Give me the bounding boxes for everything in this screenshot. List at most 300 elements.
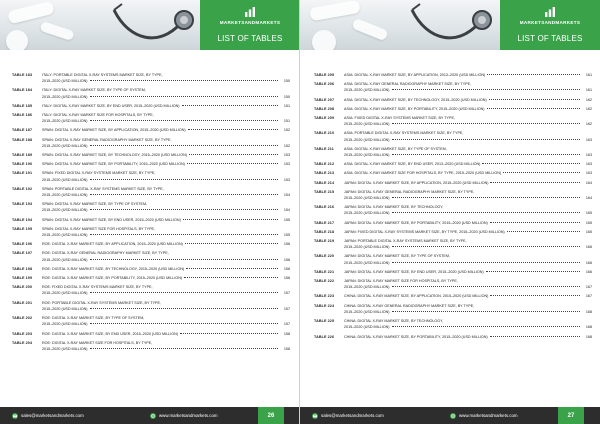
description-line — [42, 103, 290, 109]
list-item[interactable] — [314, 253, 592, 265]
table-description — [344, 278, 592, 290]
footer-website[interactable] — [150, 407, 218, 424]
description-line — [42, 161, 290, 167]
list-item[interactable] — [12, 161, 290, 167]
table-description — [42, 186, 290, 198]
page-ref: 161 — [585, 73, 592, 77]
list-item[interactable] — [12, 170, 290, 182]
description-text: 2015–2020 (USD MILLION) — [344, 122, 390, 127]
table-description — [42, 112, 290, 124]
footer — [0, 407, 300, 424]
description-line — [344, 170, 592, 176]
description-text: JAPAN: DIGITAL X-RAY MARKET SIZE, BY TECHNOLOGY, — [344, 205, 444, 210]
description-text: ROE: DIGITAL X-RAY MARKET SIZE, BY TECHNOLOGY, 2015–2020 (USD MILLION) — [42, 266, 185, 271]
list-item[interactable] — [12, 226, 290, 238]
table-number: TABLE 200 — [12, 285, 33, 290]
table-number: TABLE 210 — [314, 131, 335, 136]
list-item[interactable] — [12, 275, 290, 281]
description-line — [42, 207, 290, 213]
list-item[interactable] — [12, 300, 290, 312]
logo-text: MARKETSANDMARKETS — [519, 20, 581, 25]
description-text: 2015–2020 (USD MILLION) — [42, 306, 88, 311]
page-ref: 163 — [585, 153, 592, 158]
table-number: TABLE 216 — [314, 205, 335, 210]
table-number: TABLE 213 — [314, 171, 335, 176]
description-text: ITALY: DIGITAL X-RAY MARKET SIZE, BY END USER, 2015–2020 (USD MILLION) — [42, 103, 180, 108]
description-line — [344, 309, 592, 315]
dot-leader — [90, 145, 278, 146]
table-description — [344, 189, 592, 201]
table-number: TABLE 196 — [12, 242, 33, 247]
description-line — [42, 118, 290, 124]
description-text: ROE: DIGITAL X-RAY MARKET SIZE, BY APPLICATION, 2015–2020 (USD MILLION) — [42, 242, 183, 247]
list-item[interactable] — [314, 81, 592, 93]
dot-leader — [490, 295, 580, 296]
page-ref: 155 — [283, 233, 290, 238]
list-item[interactable] — [314, 130, 592, 142]
table-description — [344, 115, 592, 127]
table-number: TABLE 198 — [12, 266, 33, 271]
section-title: LIST OF TABLES — [217, 34, 283, 43]
description-line — [344, 334, 592, 340]
page-ref: 162 — [585, 122, 592, 127]
page-ref: 164 — [585, 180, 592, 185]
description-text: 2015–2020 (USD MILLION) — [344, 325, 390, 330]
table-number: TABLE 208 — [314, 106, 335, 111]
description-text: 2015–2020 (USD MILLION) — [42, 291, 88, 296]
stethoscope-icon — [408, 2, 498, 50]
description-text: 2015–2020 (USD MILLION) — [42, 257, 88, 262]
table-description — [344, 161, 592, 167]
description-text: ROE: PORTABLE DIGITAL X-RAY SYSTEMS MARKET SIZE, BY TYPE, — [42, 300, 161, 305]
page-ref: 163 — [585, 171, 592, 176]
page-ref: 166 — [585, 269, 592, 274]
page-ref: 163 — [585, 137, 592, 142]
table-number: TABLE 189 — [12, 153, 33, 158]
description-line — [344, 87, 592, 93]
description-text: 2015–2020 (USD MILLION) — [344, 88, 390, 93]
description-text: SPAIN: FIXED DIGITAL X-RAY SYSTEMS MARKET SIZE, BY TYPE, — [42, 171, 156, 176]
table-description — [42, 284, 290, 296]
description-line — [42, 346, 290, 352]
description-text: ROE: DIGITAL X-RAY MARKET SIZE, BY TYPE OF SYSTEM, — [42, 316, 145, 321]
dot-leader — [90, 179, 278, 180]
footer-website[interactable] — [450, 407, 518, 424]
description-line — [344, 106, 592, 112]
description-text: JAPAN: FIXED DIGITAL X-RAY SYSTEMS MARKET SIZE, BY TYPE, 2015–2020 (USD MILLION) — [344, 229, 505, 234]
table-description — [344, 253, 592, 265]
table-description — [344, 106, 592, 112]
description-text: CHINA: DIGITAL X-RAY MARKET SIZE, BY PORTABILITY, 2015–2020 (USD MILLION) — [344, 334, 488, 339]
header-banner — [0, 0, 300, 50]
list-item[interactable] — [314, 293, 592, 299]
pill-graphic — [6, 30, 28, 50]
table-number: TABLE 192 — [12, 186, 33, 191]
page-ref: 166 — [585, 260, 592, 265]
description-text: ROE: FIXED DIGITAL X-RAY SYSTEMS MARKET SIZE, BY TYPE, — [42, 285, 153, 290]
description-text: 2015–2020 (USD MILLION) — [42, 193, 88, 198]
page-ref: 162 — [585, 106, 592, 111]
footer-email-text: sales@marketsandmarkets.com — [21, 413, 84, 418]
description-text: JAPAN: DIGITAL X-RAY MARKET SIZE, BY END USER, 2015–2020 (USD MILLION) — [344, 269, 484, 274]
pill-graphic — [312, 30, 336, 50]
description-text: CHINA: DIGITAL X-RAY MARKET SIZE, BY TECHNOLOGY, — [344, 319, 444, 324]
description-line — [344, 260, 592, 266]
dot-leader — [503, 172, 580, 173]
list-item[interactable] — [12, 72, 290, 84]
list-item[interactable] — [12, 266, 290, 272]
description-line — [344, 97, 592, 103]
list-item[interactable] — [12, 217, 290, 223]
table-description — [344, 204, 592, 216]
list-item[interactable] — [314, 318, 592, 330]
description-text: ASIA: DIGITAL X-RAY MARKET SIZE, BY PORTABILITY, 2015–2020 (USD MILLION) — [344, 106, 485, 111]
list-item[interactable] — [314, 97, 592, 103]
description-line — [42, 217, 290, 223]
dot-leader — [487, 74, 580, 75]
dot-leader — [183, 219, 278, 220]
page-ref: 156 — [283, 266, 290, 271]
list-item[interactable] — [12, 241, 290, 247]
table-description — [344, 318, 592, 330]
dot-leader — [392, 123, 580, 124]
pill-graphic — [39, 21, 74, 41]
table-number: TABLE 221 — [314, 269, 335, 274]
page-ref: 162 — [585, 97, 592, 102]
footer — [300, 407, 600, 424]
page-ref: 167 — [585, 285, 592, 290]
section-title: LIST OF TABLES — [517, 34, 583, 43]
description-line — [42, 241, 290, 247]
dot-leader — [90, 209, 278, 210]
description-text: 2015–2020 (USD MILLION) — [42, 79, 88, 84]
dot-leader — [490, 336, 580, 337]
globe-icon — [150, 413, 156, 419]
description-line — [42, 232, 290, 238]
description-line — [42, 257, 290, 263]
description-text: 2015–2020 (USD MILLION) — [42, 233, 88, 238]
table-number: TABLE 217 — [314, 220, 335, 225]
description-text: JAPAN: DIGITAL X-RAY MARKET SIZE, BY APPLICATION, 2015–2020 (USD MILLION) — [344, 180, 489, 185]
table-number: TABLE 224 — [314, 303, 335, 308]
list-item[interactable] — [12, 201, 290, 213]
description-text: ASIA: DIGITAL X-RAY GENERAL RADIOGRAPHY MARKET SIZE, BY TYPE, — [344, 82, 472, 87]
dot-leader — [90, 348, 278, 349]
dot-leader — [90, 80, 278, 81]
list-item[interactable] — [314, 72, 592, 78]
table-description — [42, 201, 290, 213]
table-number: TABLE 225 — [314, 319, 335, 324]
description-text: JAPAN: DIGITAL X-RAY MARKET SIZE FOR HOSPITALS, BY TYPE, — [344, 279, 458, 284]
list-item[interactable] — [12, 152, 290, 158]
list-item[interactable] — [314, 204, 592, 216]
description-line — [344, 244, 592, 250]
table-number: TABLE 194 — [12, 217, 33, 222]
page-ref: 151 — [283, 103, 290, 108]
description-line — [344, 161, 592, 167]
table-description — [344, 72, 592, 78]
dot-leader — [90, 234, 278, 235]
table-description — [344, 238, 592, 250]
table-list — [314, 72, 592, 343]
description-text: ROE: DIGITAL X-RAY MARKET SIZE FOR HOSPITALS, BY TYPE, — [42, 340, 153, 345]
description-line — [42, 331, 290, 337]
description-line — [42, 321, 290, 327]
table-description — [344, 334, 592, 340]
list-item[interactable] — [314, 334, 592, 340]
table-number: TABLE 190 — [12, 162, 33, 167]
description-line — [42, 290, 290, 296]
description-line — [344, 121, 592, 127]
description-text: 2015–2020 (USD MILLION) — [42, 143, 88, 148]
dot-leader — [184, 277, 278, 278]
description-text: 2015–2020 (USD MILLION) — [42, 208, 88, 213]
page-number: 26 — [258, 407, 284, 424]
table-description — [42, 250, 290, 262]
list-item[interactable] — [314, 278, 592, 290]
dot-leader — [392, 154, 580, 155]
list-item[interactable] — [314, 115, 592, 127]
table-description — [42, 137, 290, 149]
description-text: ASIA: DIGITAL X-RAY MARKET SIZE FOR HOSPITALS, BY TYPE, 2015–2020 (USD MILLION) — [344, 171, 502, 176]
dot-leader — [392, 262, 580, 263]
dot-leader — [392, 311, 580, 312]
table-description — [42, 152, 290, 158]
list-item[interactable] — [314, 180, 592, 186]
table-number: TABLE 203 — [12, 331, 33, 336]
list-item[interactable] — [12, 112, 290, 124]
dot-leader — [90, 259, 278, 260]
description-text: ASIA: FIXED DIGITAL X-RAY SYSTEMS MARKET SIZE, BY TYPE, — [344, 116, 455, 121]
list-item[interactable] — [12, 340, 290, 352]
table-number: TABLE 187 — [12, 128, 33, 133]
table-number: TABLE 195 — [12, 226, 33, 231]
description-line — [42, 177, 290, 183]
description-text: SPAIN: DIGITAL X-RAY MARKET SIZE FOR HOSPITALS, BY TYPE, — [42, 226, 156, 231]
list-item[interactable] — [12, 315, 290, 327]
stethoscope-icon — [110, 2, 200, 50]
description-text: ASIA: DIGITAL X-RAY MARKET SIZE, BY TECHNOLOGY, 2015–2020 (USD MILLION) — [344, 97, 487, 102]
description-text: 2015–2020 (USD MILLION) — [344, 153, 390, 158]
list-item[interactable] — [12, 186, 290, 198]
description-line — [42, 78, 290, 84]
page-ref: 156 — [283, 257, 290, 262]
list-item[interactable] — [314, 303, 592, 315]
dot-leader — [489, 99, 580, 100]
description-text: SPAIN: DIGITAL X-RAY GENERAL RADIOGRAPHY MARKET SIZE, BY TYPE, — [42, 137, 172, 142]
table-number: TABLE 219 — [314, 239, 335, 244]
description-text: ASIA: DIGITAL X-RAY MARKET SIZE, BY APPLICATION, 2013–2020 (USD MILLION) — [344, 73, 486, 77]
description-line — [344, 137, 592, 143]
table-description — [42, 300, 290, 312]
dot-leader — [392, 286, 580, 287]
dot-leader — [392, 89, 580, 90]
description-text: 2015–2020 (USD MILLION) — [42, 346, 88, 351]
description-text: SPAIN: PORTABLE DIGITAL X-RAY SYSTEMS MARKET SIZE, BY TYPE, — [42, 186, 164, 191]
page-ref: 156 — [283, 276, 290, 281]
dot-leader — [189, 154, 278, 155]
page-ref: 161 — [585, 88, 592, 93]
page-ref: 155 — [283, 217, 290, 222]
table-description — [42, 72, 290, 84]
page-ref: 157 — [283, 322, 290, 327]
footer-email-text: sales@marketsandmarkets.com — [321, 413, 384, 418]
table-description — [344, 220, 592, 226]
list-item[interactable] — [12, 137, 290, 149]
page-ref: 153 — [283, 162, 290, 167]
dot-leader — [90, 323, 278, 324]
table-description — [344, 146, 592, 158]
page-ref: 168 — [585, 325, 592, 330]
description-line — [42, 192, 290, 198]
table-description — [42, 127, 290, 133]
description-line — [344, 195, 592, 201]
table-number: TABLE 183 — [12, 73, 33, 77]
dot-leader — [490, 182, 580, 183]
table-number: TABLE 186 — [12, 113, 33, 118]
description-line — [42, 143, 290, 149]
table-description — [344, 303, 592, 315]
logo-text: MARKETSANDMARKETS — [219, 20, 281, 25]
header-banner — [300, 0, 600, 50]
description-line — [344, 284, 592, 290]
description-line — [344, 293, 592, 299]
description-text: ITALY: DIGITAL X-RAY MARKET SIZE FOR HOSPITALS, BY TYPE, — [42, 113, 154, 118]
dot-leader — [392, 326, 580, 327]
description-text: SPAIN: DIGITAL X-RAY MARKET SIZE, BY APPLICATION, 2015–2020 (USD MILLION) — [42, 128, 186, 133]
description-text: ASIA: DIGITAL X-RAY MARKET SIZE, BY END USER, 2013–2020 (USD MILLION) — [344, 162, 481, 167]
dot-leader — [507, 231, 580, 232]
description-line — [344, 210, 592, 216]
table-number: TABLE 199 — [12, 276, 33, 281]
list-item[interactable] — [314, 106, 592, 112]
table-number: TABLE 193 — [12, 202, 33, 207]
page-ref: 165 — [585, 229, 592, 234]
logo — [508, 6, 592, 25]
list-item[interactable] — [314, 161, 592, 167]
description-line — [42, 306, 290, 312]
table-description — [344, 97, 592, 103]
list-item[interactable] — [12, 103, 290, 109]
list-item[interactable] — [314, 229, 592, 235]
page-ref: 166 — [585, 245, 592, 250]
list-item[interactable] — [12, 331, 290, 337]
dot-leader — [186, 268, 278, 269]
table-number: TABLE 226 — [314, 334, 335, 339]
page-ref: 168 — [585, 309, 592, 314]
list-item[interactable] — [314, 170, 592, 176]
list-item[interactable] — [12, 250, 290, 262]
table-number: TABLE 204 — [12, 340, 33, 345]
description-text: ITALY: DIGITAL X-RAY MARKET SIZE, BY TYPE OF SYSTEM, — [42, 88, 146, 93]
description-text: 2015–2020 (USD MILLION) — [344, 309, 390, 314]
table-description — [42, 226, 290, 238]
list-item[interactable] — [12, 284, 290, 296]
description-text: SPAIN: DIGITAL X-RAY MARKET SIZE, BY TYPE OF SYSTEM, — [42, 202, 148, 207]
list-item[interactable] — [314, 189, 592, 201]
footer-website-text: www.marketsandmarkets.com — [159, 413, 218, 418]
footer-email[interactable] — [312, 407, 384, 424]
page-ref: 152 — [283, 143, 290, 148]
page-ref: 157 — [283, 291, 290, 296]
table-number: TABLE 205 — [314, 73, 335, 77]
table-number: TABLE 202 — [12, 316, 33, 321]
dot-leader — [188, 129, 278, 130]
page-ref: 168 — [585, 334, 592, 339]
description-text: ROE: DIGITAL X-RAY GENERAL RADIOGRAPHY MARKET SIZE, BY TYPE, — [42, 251, 169, 256]
table-number: TABLE 185 — [12, 103, 33, 108]
table-number: TABLE 188 — [12, 137, 33, 142]
table-number: TABLE 223 — [314, 294, 335, 299]
pill-graphic — [309, 0, 360, 21]
table-description — [344, 170, 592, 176]
page-ref: 150 — [283, 79, 290, 84]
table-list — [12, 72, 290, 355]
table-description — [42, 161, 290, 167]
list-item[interactable] — [314, 269, 592, 275]
list-item[interactable] — [12, 87, 290, 99]
dot-leader — [90, 120, 278, 121]
globe-icon — [450, 413, 456, 419]
description-text: ASIA: PORTABLE DIGITAL X-RAY SYSTEMS MARKET SIZE, BY TYPE, — [344, 131, 464, 136]
description-text: ASIA: DIGITAL X-RAY MARKET SIZE, BY TYPE OF SYSTEM, — [344, 146, 447, 151]
list-item[interactable] — [314, 238, 592, 250]
logo — [208, 6, 292, 25]
footer-email[interactable] — [12, 407, 84, 424]
description-text: 2015–2020 (USD MILLION) — [344, 260, 390, 265]
dot-leader — [90, 308, 278, 309]
description-line — [344, 220, 592, 226]
dot-leader — [90, 292, 278, 293]
table-number: TABLE 184 — [12, 88, 33, 93]
table-description — [344, 81, 592, 93]
dot-leader — [187, 163, 278, 164]
description-text: 2015–2020 (USD MILLION) — [42, 322, 88, 327]
table-description — [42, 275, 290, 281]
brand-panel — [200, 0, 300, 50]
table-number: TABLE 214 — [314, 180, 335, 185]
description-text: JAPAN: DIGITAL X-RAY MARKET SIZE, BY PORTABILITY, 2015–2020 (USD MILLION) — [344, 220, 488, 225]
description-text: CHINA: DIGITAL X-RAY GENERAL RADIOGRAPHY MARKET SIZE, BY TYPE, — [344, 303, 475, 308]
table-number: TABLE 212 — [314, 162, 335, 167]
table-number: TABLE 218 — [314, 229, 335, 234]
table-number: TABLE 215 — [314, 189, 335, 194]
table-description — [42, 217, 290, 223]
page-ref: 153 — [283, 153, 290, 158]
list-item[interactable] — [314, 220, 592, 226]
table-number: TABLE 222 — [314, 279, 335, 284]
description-line — [344, 152, 592, 158]
description-text: ROE: DIGITAL X-RAY MARKET SIZE, BY PORTABILITY, 2015–2020 (USD MILLION) — [42, 276, 183, 281]
table-description — [42, 340, 290, 352]
dot-leader — [392, 197, 580, 198]
dot-leader — [490, 222, 580, 223]
list-item[interactable] — [12, 127, 290, 133]
table-description — [42, 315, 290, 327]
description-text: 2015–2020 (USD MILLION) — [42, 177, 88, 182]
description-text: 2015–2020 (USD MILLION) — [344, 137, 390, 142]
table-description — [344, 229, 592, 235]
table-number: TABLE 211 — [314, 146, 334, 151]
page-ref: 165 — [585, 211, 592, 216]
list-item[interactable] — [314, 146, 592, 158]
dot-leader — [392, 212, 580, 213]
mail-icon — [312, 413, 318, 419]
dot-leader — [180, 333, 278, 334]
pill-graphic — [7, 1, 55, 25]
page-number: 27 — [558, 407, 584, 424]
table-number: TABLE 207 — [314, 97, 335, 102]
